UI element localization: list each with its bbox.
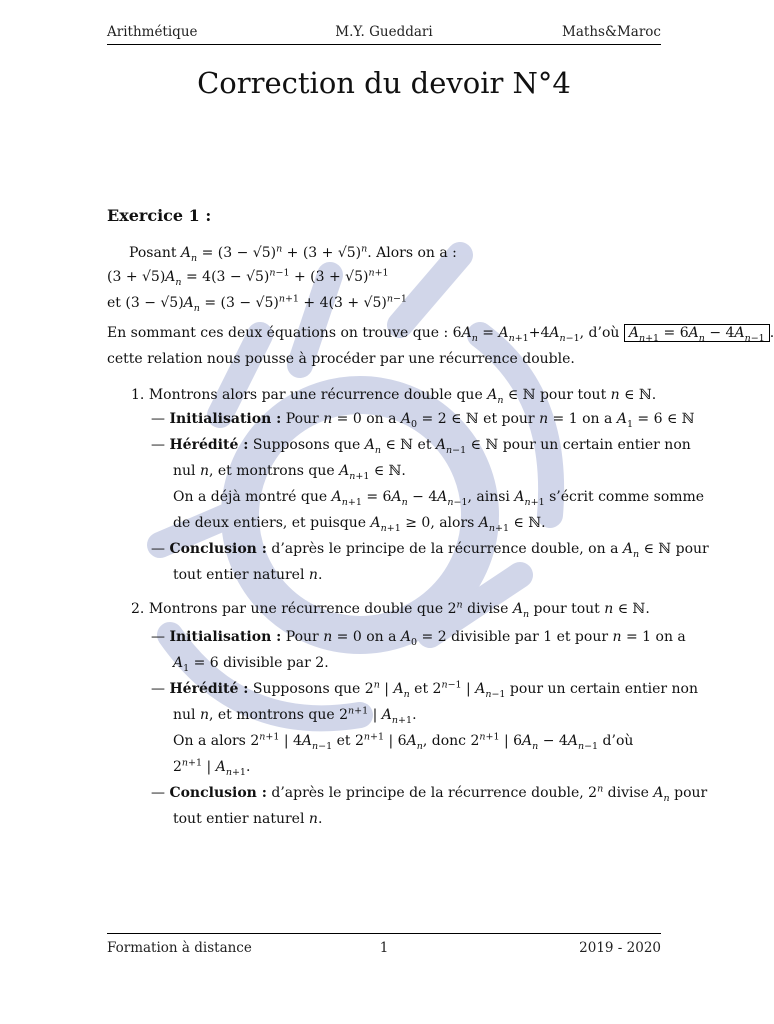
- intro-line-4: En sommant ces deux équations on trouve que : $6A_n = A_{n+1}+4A_{n-1}$, d’où $A_{n+1} = 6A_n - 4A_{n-1}$ .: [107, 325, 774, 344]
- header-right: Maths&Maroc: [562, 24, 661, 40]
- boxed-relation: $A_{n+1} = 6A_n - 4A_{n-1}$: [624, 324, 770, 342]
- page-number: 1: [379, 940, 389, 956]
- q1-heredite-4: de deux entiers, et puisque $A_{n+1} \ge 0$, alors $A_{n+1}$ ∈ ℕ.: [173, 515, 546, 534]
- footer-rule: [107, 933, 661, 934]
- intro-line-2: $(3 + √5)A_n = 4(3 - √5)^{n-1} + (3 + √5)^{n+1}$: [107, 267, 389, 288]
- q2-conclusion-2: tout entier naturel n.: [173, 811, 323, 827]
- q2-heredite: — Hérédité : Supposons que 2$^n$ | $A_n$ et $2^{n-1}$ | $A_{n-1}$ pour un certain entier non: [151, 679, 698, 700]
- intro-line-1: Posant $A_n = (3 - √5)^n + (3 + √5)^n$. Alors on a :: [129, 243, 457, 264]
- q1-heredite-3: On a déjà montré que $A_{n+1} = 6A_n - 4A_{n-1}$, ainsi $A_{n+1}$ s’écrit comme somme: [173, 489, 705, 508]
- q1-initialisation: — Initialisation : Pour n = 0 on a $A_0 = 2$ ∈ ℕ et pour n = 1 on a $A_1 = 6$ ∈ ℕ: [151, 411, 695, 430]
- header-left: Arithmétique: [107, 24, 198, 40]
- header-center: M.Y. Gueddari: [335, 24, 433, 40]
- q2-heredite-3: On a alors $2^{n+1}$ | $4A_{n-1}$ et $2^{n+1}$ | $6A_n$, donc $2^{n+1}$ | $6A_n - 4A_{n-1}$ d’où: [173, 731, 634, 752]
- q2-initialisation-2: $A_1 = 6$ divisible par 2.: [173, 655, 329, 674]
- intro-line-3: et $(3 - √5)A_n = (3 - √5)^{n+1} + 4(3 + √5)^{n-1}$: [107, 293, 407, 314]
- q1-heredite: — Hérédité : Supposons que $A_n$ ∈ ℕ et $A_{n-1}$ ∈ ℕ pour un certain entier non: [151, 437, 691, 456]
- question-2: 2. Montrons par une récurrence double que 2$^n$ divise $A_n$ pour tout n ∈ ℕ.: [131, 599, 650, 620]
- q2-heredite-4: $2^{n+1}$ | $A_{n+1}$.: [173, 757, 251, 778]
- header-rule: [107, 44, 661, 45]
- q2-conclusion: — Conclusion : d’après le principe de la récurrence double, 2$^n$ divise $A_n$ pour: [151, 783, 708, 804]
- footer-left: Formation à distance: [107, 940, 252, 956]
- footer-right: 2019 - 2020: [579, 940, 661, 956]
- q1-heredite-2: nul n, et montrons que $A_{n+1}$ ∈ ℕ.: [173, 463, 406, 482]
- q1-conclusion-2: tout entier naturel n.: [173, 567, 323, 583]
- q1-conclusion: — Conclusion : d’après le principe de la récurrence double, on a $A_n$ ∈ ℕ pour: [151, 541, 709, 560]
- exercise-title: Exercice 1 :: [107, 206, 212, 225]
- q2-heredite-2: nul n, et montrons que $2^{n+1}$ | $A_{n+1}$.: [173, 705, 417, 726]
- page-title: Correction du devoir N°4: [197, 66, 571, 100]
- intro-line-5: cette relation nous pousse à procéder par une récurrence double.: [107, 351, 575, 367]
- q2-initialisation: — Initialisation : Pour n = 0 on a $A_0 = 2$ divisible par 1 et pour n = 1 on a: [151, 629, 686, 648]
- question-1: 1. Montrons alors par une récurrence double que $A_n$ ∈ ℕ pour tout n ∈ ℕ.: [131, 387, 657, 406]
